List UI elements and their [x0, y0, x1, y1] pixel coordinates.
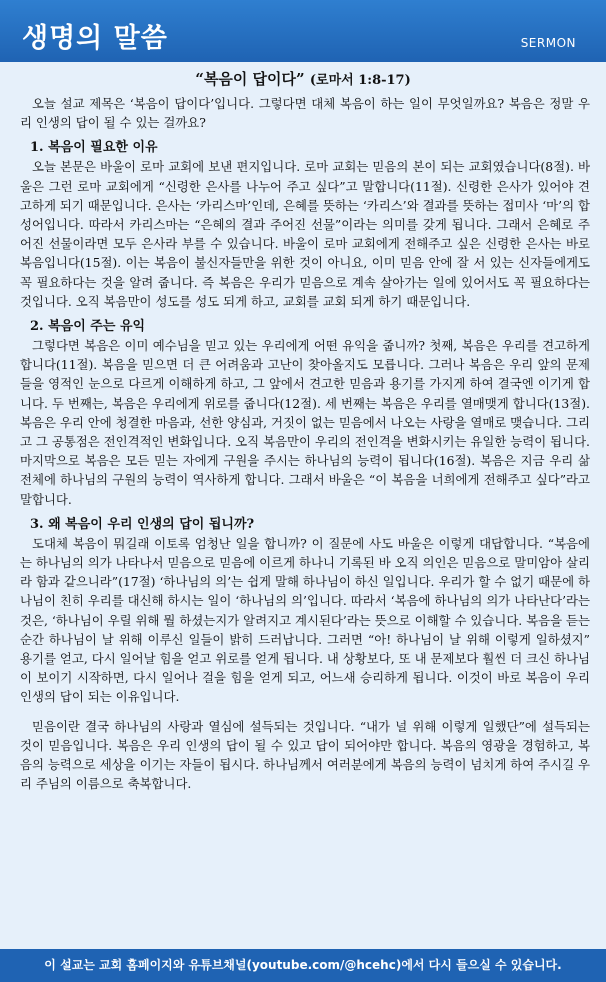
header-banner — [0, 0, 606, 62]
sermon-title — [0, 68, 606, 89]
sermon-title-main: “복음이 답이다” — [195, 70, 305, 88]
intro-paragraph: 오늘 설교 제목은 ‘복음이 답이다’입니다. 그렇다면 대체 복음이 하는 일이 무엇일까요? 복음은 정말 우리 인생의 답이 될 수 있는 걸까요? — [20, 96, 590, 131]
section-body-2: 그렇다면 복음은 이미 예수님을 믿고 있는 우리에게 어떤 유익을 줍니까? 첫째, 복음은 우리를 견고하게 합니다(11절). 복음을 믿으면 더 큰 어려움과 고난이 찾아올지도 모릅니다. 그러나 복음은 우리 앞의 문제들을 영적인 눈으로 다르게 이해하게 하고, 그 앞에서 견고한 믿음과 용기를 가지게 하여 결국엔 이기게 합니다. 두 번째는, 복음은 우리에게 위로를 줍니다(12절). 세 번째는 복음은 우리를 열매맺게 합니다(13절). 복음은 우리 안에 청결한 마음과, 선한 양심과, 거짓이 없는 믿음에서 나오는 사랑을 열매로 맺습니다. 그리고 그 공통점은 전인격적인 변화입니다. 오직 복음만이 우리의 전인격을 변화시키는 유일한 능력이 됩니다. 마지막으로 복음은 모든 믿는 자에게 구원을 주시는 하나님의 능력이 됩니다(16절). 복음은 지금 우리 삶 전체에 하나님의 구원의 능력이 역사하게 합니다. 그래서 바울은 “이 복음을 너희에게 전해주고 싶다”라고 말합니다. — [20, 338, 590, 507]
section-heading-1: 1. 복음이 필요한 이유 — [30, 140, 158, 156]
sermon-body — [20, 94, 590, 794]
section-body-1: 오늘 본문은 바울이 로마 교회에 보낸 편지입니다. 로마 교회는 믿음의 본이 되는 교회였습니다(8절). 바울은 그런 로마 교회에게 “신령한 은사를 나누어 주고 싶다”고 말합니다(11절). 신령한 은사가 있어야 견고하게 되기 때문입니다. 은사는 ‘카리스마’인데, 은혜를 뜻하는 ‘카리스’와 결과를 뜻하는 접미사 ‘마’의 합성어입니다. 따라서 카리스마는 “은혜의 결과 주어진 선물”이라는 의미를 갖게 됩니다. 그래서 은혜로 주어진 선물이라면 모두 은사라 부를 수 있습니다. 바울이 로마 교회에게 전해주고 싶은 신령한 은사는 바로 복음입니다(15절). 이는 복음이 불신자들만을 위한 것이 아니요, 이미 믿음 안에 잘 서 있는 신자들에게도 꼭 필요하다는 것을 알려 줍니다. 즉 복음은 우리가 믿음으로 계속 살아가는 일에 있어서도 꼭 필요하다는 것입니다. 오직 복음만이 성도를 성도 되게 하고, 교회를 교회 되게 하기 때문입니다. — [20, 159, 590, 309]
footer-notice: 이 설교는 교회 홈페이지와 유튜브채널(youtube.com/@hcehc)에서 다시 들으실 수 있습니다. — [0, 949, 606, 982]
scripture-reference: (로마서 1:8-17) — [309, 73, 411, 88]
section-heading-2: 2. 복음이 주는 유익 — [30, 319, 146, 335]
section-heading-3: 3. 왜 복음이 우리 인생의 답이 됩니까? — [30, 516, 255, 532]
brand-title: 생명의 말씀 — [22, 23, 168, 54]
closing-paragraph: 믿음이란 결국 하나님의 사랑과 열심에 설득되는 것입니다. “내가 널 위해 이렇게 일했단”에 설득되는 것이 믿음입니다. 복음은 우리 인생의 답이 될 수 있고 답이 되어야만 합니다. 복음의 영광을 경험하고, 복음의 능력으로 세상을 이기는 자들이 됩시다. 하나님께서 여러분에게 복음의 능력이 넘치게 하여 주시길 우리 주님의 이름으로 축복합니다. — [20, 718, 590, 792]
section-body-3: 도대체 복음이 뭐길래 이토록 엄청난 일을 합니까? 이 질문에 사도 바울은 이렇게 대답합니다. “복음에는 하나님의 의가 나타나서 믿음으로 믿음에 이르게 하나니 기록된 바 오직 의인은 믿음으로 말미암아 살리라 함과 같으니라”(17절) ‘하나님의 의’는 쉽게 말해 하나님이 하신 일입니다. 우리가 할 수 없기 때문에 하나님이 친히 우리를 대신해 하시는 일이 ‘하나님의 의’입니다. 따라서 ‘복음에 하나님의 의가 나타난다’라는 것은, ‘하나님이 우릴 위해 뭘 하셨는지가 알려지고 계시된다’라는 뜻으로 이해할 수 있습니다. 복음을 듣는 순간 하나님이 날 위해 이루신 일들이 밝히 드러납니다. 그러면 “아! 하나님이 날 위해 이렇게 일하셨지” 용기를 얻고, 다시 일어날 힘을 얻고 위로를 얻게 됩니다. 내 상황보다, 또 내 문제보다 훨씬 더 크신 하나님이 보이기 시작하면, 다시 일어나 걸을 힘을 얻게 되고, 어느새 승리하게 됩니다. 이것이 바로 복음이 우리 인생의 답이 되는 이유입니다. — [20, 535, 590, 705]
sermon-tag: SERMON — [520, 36, 576, 50]
